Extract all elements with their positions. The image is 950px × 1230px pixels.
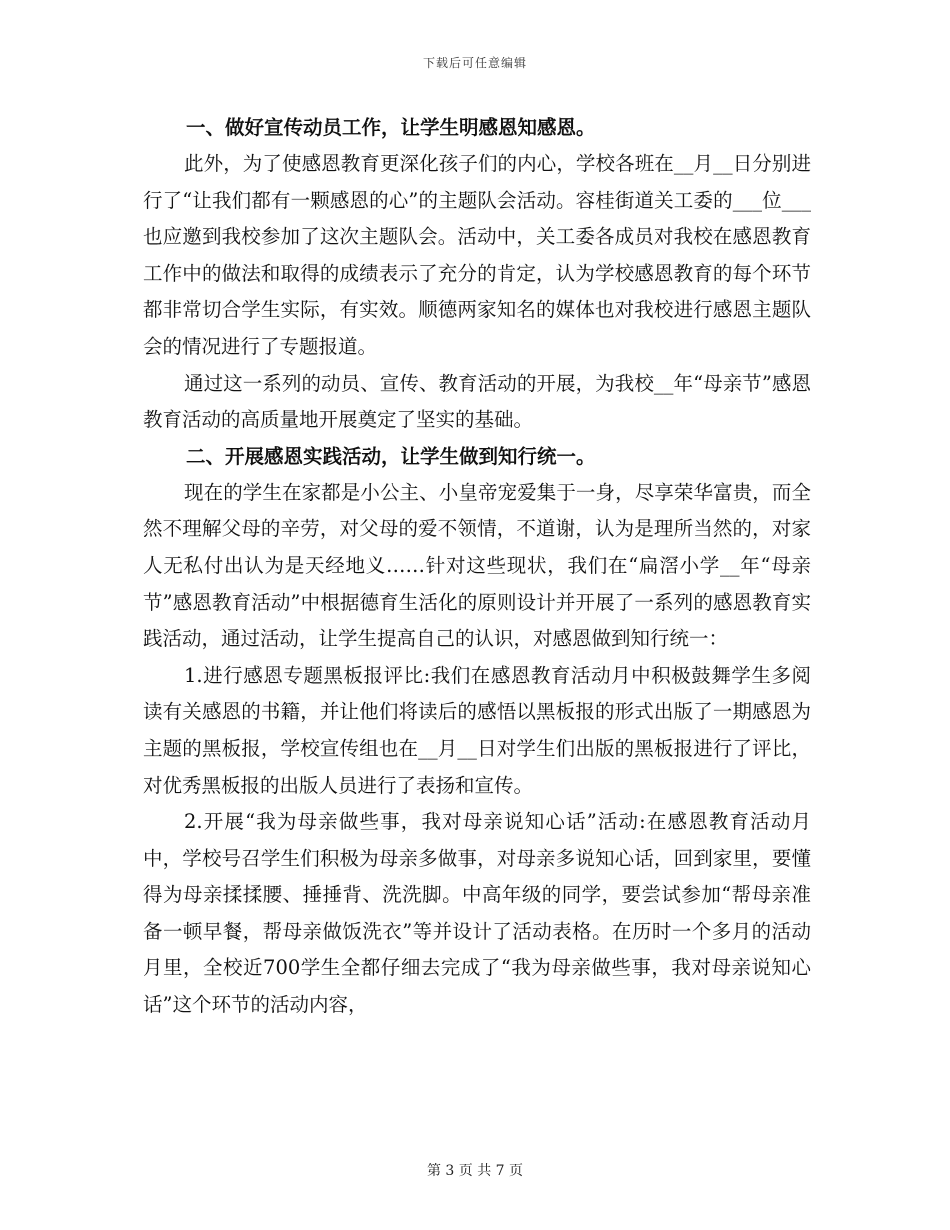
section-two-item-2: 2.开展“我为母亲做些事，我对母亲说知心话”活动:在感恩教育活动月中，学校号召学生们积极为母亲多做事，对母亲多说知心话，回到家里，要懂得为母亲揉揉腰、捶捶背、洗洗脚。中高年级的同学，要尝试参加“帮母亲准备一顿早餐，帮母亲做饭洗衣”等并设计了活动表格。在历时一个多月的活动月里，全校近700学生全都仔细去完成了“我为母亲做些事，我对母亲说知心话”这个环节的活动内容， <box>143 810 811 1017</box>
section-one-paragraph-2: 通过这一系列的动员、宣传、教育活动的开展，为我校__年“母亲节”感恩教育活动的高质量地开展奠定了坚实的基础。 <box>143 371 811 432</box>
page-header: 下载后可任意编辑 <box>422 56 527 70</box>
section-two-paragraph-1: 现在的学生在家都是小公主、小皇帝宠爱集于一身，尽享荣华富贵，而全然不理解父母的辛劳，对父母的爱不领情，不道谢，认为是理所当然的，对家人无私付出认为是天经地义……针对这些现状，我们在“扁滘小学__年“母亲节”感恩教育活动”中根据德育生活化的原则设计并开展了一系列的感恩教育实践活动，通过活动，让学生提高自己的认识，对感恩做到知行统一： <box>143 480 811 651</box>
section-one-heading: 一、做好宣传动员工作，让学生明感恩知感恩。 <box>186 116 596 139</box>
section-two-item-1: 1.进行感恩专题黑板报评比:我们在感恩教育活动月中积极鼓舞学生多阅读有关感恩的书籍，并让他们将读后的感悟以黑板报的形式出版了一期感恩为主题的黑板报，学校宣传组也在__月__日对学生们出版的黑板报进行了评比，对优秀黑板报的出版人员进行了表扬和宣传。 <box>143 663 811 797</box>
section-one-paragraph-1: 此外，为了使感恩教育更深化孩子们的内心，学校各班在__月__日分别进行了“让我们都有一颗感恩的心”的主题队会活动。容桂街道关工委的___位___也应邀到我校参加了这次主题队会。活动中，关工委各成员对我校在感恩教育工作中的做法和取得的成绩表示了充分的肯定，认为学校感恩教育的每个环节都非常切合学生实际，有实效。顺德两家知名的媒体也对我校进行感恩主题队会的情况进行了专题报道。 <box>143 152 811 358</box>
page-number-footer: 第 3 页 共 7 页 <box>426 1163 524 1179</box>
section-two-heading: 二、开展感恩实践活动，让学生做到知行统一。 <box>186 444 596 468</box>
document-body <box>143 110 811 1024</box>
